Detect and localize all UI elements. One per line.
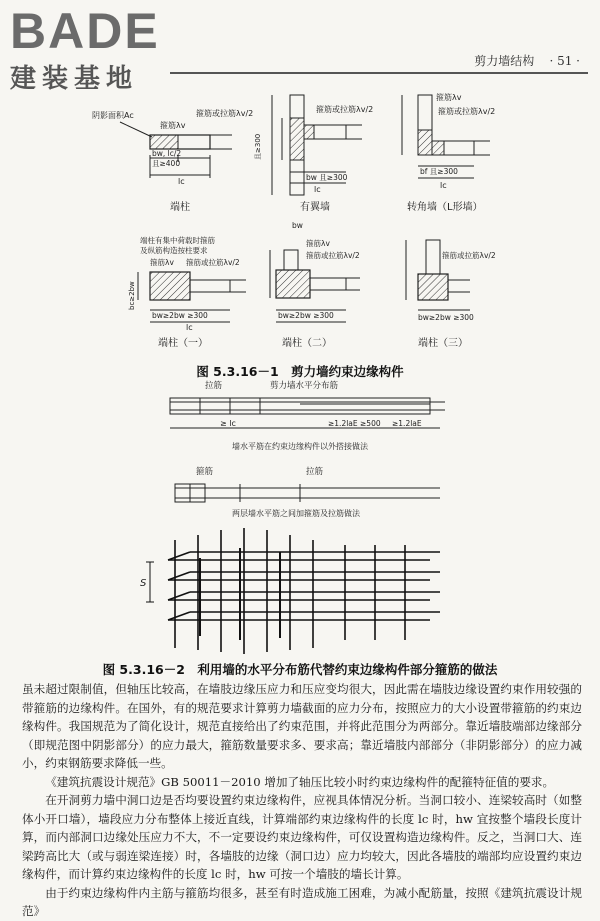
dim-bw-300-c: bw≥2bw ≥300 (418, 313, 474, 322)
label-column-note-2: 及纵筋构造按柱要求 (140, 246, 208, 255)
dim-ge-lc: ≥ lc (220, 419, 236, 428)
dim-bf-300: bf 且≥300 (420, 167, 458, 176)
caption-corner-wall: 转角墙（L形墙） (407, 202, 483, 213)
label-stirrup-tie-b3: 箍筋或拉筋λv/2 (442, 251, 496, 260)
dim-bw-300: bw 且≥300 (306, 173, 348, 182)
paragraph-4: 由于约束边缘构件内主筋与箍筋均很多，甚至有时造成施工困难，为减小配筋量，按照《建筑抗震设计规范》 (22, 885, 582, 918)
paragraph-3: 在开洞剪力墙中洞口边是否均要设置约束边缘构件，应视具体情况分析。当洞口较小、连梁较高时（如整体小开口墙），墙段应力分布整体上接近直线，计算端部约束边缘构件的长度 lc 时，hw 宜按整个墙段长度计算，而内部洞口边缘处压应力不大，不一定要设约束边缘构件，可仅设置构造边缘构件。反之，当洞口大、连梁跨高比大（或与弱连梁连接）时，各墙肢的边缘（洞口边）应力均较大，因此各墙肢的端部均应设置约束边缘构件，而计算约束边缘构件的长度 lc 时，hw 可按一个墙肢的墙长计算。 (22, 793, 582, 881)
figure-2-caption: 图 5.3.16－2 利用墙的水平分布筋代替约束边缘构件部分箍筋的做法 (102, 662, 498, 677)
label-stirrup-tie-a: 箍筋或拉筋λv/2 (196, 109, 254, 118)
dim-ge400: 且≥400 (152, 159, 181, 168)
caption-end-column: 端柱 (170, 202, 190, 213)
dim-lap-1: ≥1.2laE ≥500 (328, 419, 381, 428)
label-shade-area: 阴影面积Ac (92, 111, 134, 120)
label-stirrup-tie-b2: 箍筋或拉筋λv/2 (306, 251, 360, 260)
figure-1-caption: 图 5.3.16－1 剪力墙约束边缘构件 (196, 364, 404, 379)
label-stirrup-lv-b2: 箍筋λv (306, 239, 330, 248)
caption-end-column-1: 端柱（一） (158, 338, 208, 349)
dim-lap-2: ≥1.2laE (392, 419, 422, 428)
dim-lc-c: lc (440, 181, 447, 190)
label-stirrup-lv-c: 箍筋λv (436, 93, 462, 102)
caption-end-column-2: 端柱（二） (282, 338, 332, 349)
label-stirrup-lower: 箍筋 (196, 467, 214, 477)
header-page-number: · 51 · (549, 54, 580, 68)
label-tie-upper: 拉筋 (205, 381, 223, 391)
note-upper: 墙水平筋在约束边缘构件以外搭接做法 (232, 442, 368, 451)
dim-bw-top: bw (292, 221, 303, 230)
dim-vertical-300: 且≥300 (254, 133, 262, 160)
caption-end-column-3: 端柱（三） (418, 338, 468, 349)
caption-flanged-wall: 有翼墙 (300, 202, 330, 213)
note-lower: 两层墙水平筋之间加箍筋及拉筋做法 (232, 509, 360, 518)
paragraph-2: 《建筑抗震设计规范》GB 50011－2010 增加了轴压比较小时约束边缘构件的配箍特征值的要求。 (45, 774, 555, 789)
label-spacing-s: S (140, 578, 147, 589)
logo-subtitle: 建装基地 (10, 64, 139, 94)
body-text (22, 680, 582, 921)
label-hbar: 剪力墙水平分布筋 (270, 381, 339, 391)
diagram-stirrup-tie (175, 484, 440, 502)
label-tie-lower: 拉筋 (306, 467, 324, 477)
label-stirrup-tie-b: 箍筋或拉筋λv/2 (316, 105, 374, 114)
dim-lc-b: lc (314, 185, 321, 194)
label-stirrup-lv-b1: 箍筋λv (150, 258, 174, 267)
label-stirrup-a: 箍筋λv (160, 121, 186, 130)
paragraph-1: 虽未超过限制值，但轴压比较高，在墙肢边缘压应力和压应变均很大，因此需在墙肢边缘设置约束作用较强的带箍筋的边缘构件。在国外，有的规范要求计算剪力墙截面的应力分布，按照应力的大小设置带箍筋的约束边缘构件。我国规范为了简化设计，规范直接给出了约束范围，并将此范围分为两部分。靠近墙肢端部边缘部分（即规范图中阴影部分）的应力最大，箍筋数量要求多、要求高；靠近墙肢内部部分（非阴影部分）的应力减小，约束钢筋要求降低一些。 (22, 682, 582, 770)
label-column-note-1: 端柱有集中荷载时箍筋 (140, 236, 215, 245)
dim-bw-300-a: bw≥2bw ≥300 (152, 311, 208, 320)
label-stirrup-tie-b1: 箍筋或拉筋λv/2 (186, 258, 240, 267)
label-stirrup-tie-c: 箍筋或拉筋λv/2 (438, 107, 496, 116)
diagram-rebar-cage (146, 528, 440, 654)
header-section: 剪力墙结构 (474, 54, 535, 68)
dim-bw-300-b: bw≥2bw ≥300 (278, 311, 334, 320)
dim-bw-lc2: bw, lc/2 (152, 149, 182, 158)
dim-lc-d: lc (186, 323, 193, 332)
logo-brand: BADE (10, 3, 160, 59)
dim-bc-ge: bc≥2bw (128, 281, 136, 310)
dim-lc-a: lc (178, 177, 185, 186)
